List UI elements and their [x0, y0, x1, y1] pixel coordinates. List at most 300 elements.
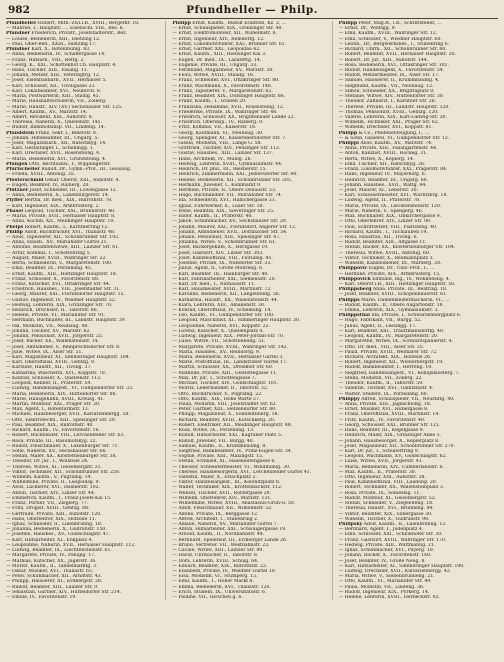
entry-details: — Therese, Witwe, XI., Geiselbergstr. 21. — [6, 464, 103, 470]
entry-details: — Helene, Lehrerin, XVIII., Herbeckstr. 92. — [338, 595, 440, 601]
entry-details: — Richard, Uhrm., XII., Schönbrunner Str. 80. — [338, 47, 447, 53]
entry-details: — Gisela, Modistin, VIII., Lange G. 58. — [172, 141, 262, 147]
entry-details: — Friedrich, Schlosser, XX., Brigittenauer Lände 22. — [172, 114, 295, 120]
entry-details: — Karl, Hilfsarbeiter, XI., Enkplatz 4. — [6, 537, 93, 543]
entry-details: — Josef, Beamter, XVIII., Schopenhauerstr. 61. — [338, 292, 448, 298]
entry-surname: Phasel — [6, 208, 24, 214]
entry-surname: Philipps — [338, 297, 360, 303]
entry-details: — Antonie, Beamtenwitwe, XIII., Lainzer Str. 61. — [6, 245, 120, 251]
entry-details: — Anton, Kanzlist, XVIII., Hockeg. 31. — [338, 151, 428, 157]
entry-details: — Wilhelm, Tischler, X., Gudrunstr. 98. — [338, 516, 430, 522]
entry-details: — Irene, Beamtin, XIX., Sieveringer Str. 25. — [172, 208, 275, 214]
entry-details: — Johann, Hausbes., XVII., Wattg. 44. — [338, 182, 427, 188]
entry-details: — Martin, Schlosser, XX., Dresdner Str. 60. — [172, 365, 274, 371]
entry-details: — Leopold, Kellner, II., Praterstr. 54. — [6, 381, 92, 387]
entry-details: — Friederike, Private, IX., Währinger Str. 48. — [172, 109, 278, 115]
entry-details: — Josefine, Private, IX., Nußdorfer Str. 33. — [172, 261, 272, 267]
entry-surname: Pfurtscheller — [6, 167, 40, 173]
entry-details: — Hermann, Juwelier, I., Kohlmarkt 9. — [172, 182, 262, 188]
entry-details: — Valerie, Lehrerin, XIX., Karl-Ludwig-Str. 30. — [338, 114, 447, 120]
entry-details: — Philipp, Hausierer, III., Erdbergstr. 28. — [6, 579, 103, 585]
entry-details: — Rosa, Private, IX., Sobieskig. 11. — [338, 490, 421, 496]
entry-details: — David, Uhrmacher, II., Taborstr. 8. — [172, 553, 259, 559]
entry-details: — Leopoldine, Näherin, XVI., Koppstr. 22. — [172, 323, 270, 329]
entry-details: — Walter, Techniker, XIX., Krottenbachstr. 112. — [172, 485, 283, 491]
entry-details: — Rudolf, Ingenieur, XIX., Pyrkerg. 14. — [338, 589, 430, 595]
entry-details: — Anna, Private, XIII., Jagdschloßg. 18. — [338, 401, 432, 407]
entry-details: — Paul, Beamter, XIX., Billrothstr. 40. — [6, 422, 94, 428]
entry-details: — Hans, Ingenieur, IV., Mayerhofg. 6. — [338, 172, 427, 178]
entry-details: — Franz, Schneider, XVI., Ottakringer Str. 80. — [172, 78, 280, 84]
entry-details: — Maria, Bedienerin, XVII., Hernalser Gürtel 3. — [172, 355, 284, 360]
entry-details: — Berta, Schneiderin, V., Margaretenstr. 100. — [6, 261, 113, 267]
entry-details: — Therese, Private, III., Landstr. Hauptstr. 120. — [338, 104, 450, 110]
entry-details: — Marie, Hausfr., XIV. (XV.) Sechshauser Str. 125. — [6, 104, 123, 110]
entry-details: — Georg, Spengler, XI., Kaiserebersdorfer Str. 7. — [172, 135, 287, 141]
entry-details: — Stefan, Schmied, XI., Hasenleitengasse 6. — [172, 459, 276, 465]
entry-details: — Pauline, VII., Hirschen g. 6. — [172, 595, 243, 601]
entry-details: — Friedrich, Oberinsp., IV., Rainerg. 9. — [172, 120, 264, 126]
entry-details: — Helene, Private, VI., Mariahilfer Str. 91. — [6, 313, 106, 319]
page-title: Pfundheller — Philp. — [186, 4, 318, 16]
entry-details: — Hedwig, Private, XIII., Wattmanng. 21. — [338, 542, 436, 548]
entry-details: — Rudolf, Handelsagent, X., Favoritenstr. 54. — [338, 67, 445, 73]
entry-details: — Rudolf, Beamter, XIII., Altgasse 11. — [338, 240, 427, 246]
entry-surname: Pfusterschmid — [6, 177, 44, 183]
entry-details: Karl, X., Rotenmühlg. 83. — [30, 47, 91, 53]
entry-details: — Josefine, Hausbes., XV., Goldschlagstr. 47. — [6, 532, 111, 538]
entry-details: Eugen, Dr., Univ.-Prof., I., ... — [367, 266, 435, 272]
entry-details: — Robert, Dr. jur., XIII., Auhofstr. 144. — [338, 57, 429, 63]
entry-details: — Georg, K., XXI., Schottenhof Ch. Hauptstr. 4. — [6, 62, 117, 68]
entry-details: Ernst, Kaufm., Rudolf Eckstein, Kz. 2, ... — [190, 21, 287, 26]
entry-details: — Karl, Gestaltalger, I., Schellingg. 1. — [6, 146, 95, 152]
entry-details: — Otto, Oberlehrer, XIV., Linzer Str. 90. — [338, 219, 432, 225]
entry-details: — Anton, Tischler, XIV., Linzer Str. 44. — [6, 490, 96, 496]
entry-details: — Isidor, Kaufm., II., Praterstr. 40. — [172, 214, 253, 220]
entry-details: — Luise, Witwe, XVII., Jörgerstr. 41. — [338, 459, 424, 465]
entry-details: — Paul, Kanzleioffizial, VIII., Laudong. 20. — [338, 480, 438, 486]
entry-details: — Eugenie, Private, III., Ungarg. 33. — [172, 62, 258, 68]
entry-details: — Hugo, Buchhändler, VII., Mariahilfer Str. 74. — [172, 193, 283, 199]
entry-details: — Franz, Oberoffizial, XVIII., Martinstr. 14. — [338, 412, 440, 418]
entry-details: — Rudolf, Bahnhofsinsp. VII., Lindeng. 14. — [6, 125, 106, 131]
entry-details: — Ernst, Lokomotivführer, XXI., Brünner Str. 61. — [172, 41, 287, 47]
entry-surname: Pfyffer — [6, 198, 24, 204]
entry-details: — Peter, Schuhmacher, XII., Arndtstr. 43. — [6, 574, 103, 580]
entry-details: — Hedwig, Lehrerin, XVIII., Gymnasiumstr. 44. — [172, 161, 283, 167]
entry-details: — Wilhelm, Kanzleidiener, III., Marxerg. 28. — [338, 261, 442, 267]
entry-details: — Louise, Bedienerin, XIII., Hietzing 12. — [6, 36, 101, 42]
entry-surname: Pfundstein — [6, 130, 35, 136]
entry-details: — Peter, Gärtner, XIII., Hetzendorfer Str. 80. — [172, 407, 277, 413]
entry-details: — Georg, Schlosser, XXI., Brünner Str. 121. — [338, 422, 441, 428]
entry-details: — Klara, Lehrerin, XIII., Amalienstr. 30. — [172, 302, 266, 308]
entry-details: — Emil, Beamter, IX., Porzellang. 45. — [6, 266, 93, 272]
directory-column-1 — [6, 21, 166, 600]
entry-surname: Philipp — [338, 21, 358, 26]
entry-details: — Konrad, Oberoffizial, IV., Schelleing. 14. — [172, 308, 272, 314]
entry-details: — Karl, Beamter, XIII., Trauttmansdorffg. 40. — [338, 328, 445, 334]
entry-details: — Franz, Portier, VII., Zieglerg. 77. — [6, 501, 89, 507]
entry-details: — Rudolf, Juwelier, VII., Burgg. 40. — [172, 438, 255, 444]
entry-details: — Johann, Amtsdiener, XVII., Dornbacher Str. 54. — [172, 229, 288, 235]
entry-details: — Rudolf, Hilfsarbeiter, XXI., Kagraner Platz 5. — [172, 433, 283, 439]
entry-details: — Josef, Maurer, XI., Leberstr. 30. — [338, 188, 418, 193]
entry-details: — Ludwig, Drechsler, XVII., Kalvarienbergg. 42. — [338, 568, 452, 574]
entry-details: — Johann, Maurer, XXI., Floridsdorf, Angerer Str. 12. — [172, 224, 297, 230]
entry-surname: Pfundner — [6, 47, 31, 53]
entry-details: — Josef, Magazineur, XII., Schönbrunner Str. 270. — [338, 443, 456, 449]
entry-details: — Karl, Schlosser, XII., Tivoligasse 23. — [6, 83, 96, 89]
entry-details: — Maria, Postwärterin, XIII., Stadlg. 45. — [6, 94, 101, 100]
entry-details: — Anna, Bedienerin, X., Laxenburgerstr. 14. — [6, 193, 110, 199]
entry-surname: Pfungen — [6, 161, 28, 167]
entry-details: — Karl, Drechsler, XVII., Rosensteing. 4. — [6, 151, 101, 157]
entry-details: — Heinrich, Maler, XIX., Grinzinger Allee 5. — [338, 433, 441, 439]
entry-details: — Josef, Eisenbahnarb., XVII., Hernalser 5. — [6, 78, 107, 84]
entry-details: — Richard, Architekt, XIX., Hofzeile 26. — [338, 355, 432, 360]
entry-details: — Maria, Bedienerin, XIV., Hütteldorfer Str. 86. — [6, 391, 117, 397]
entry-details: — Otto, Dr. med., VIII., Alser Str. 35. — [338, 344, 425, 350]
entry-details: — Rosa, Witwe, IX., Porzellang. 13. — [172, 428, 255, 434]
entry-details: — Maria, Witwe, V., Siebenbrunneng. 21. — [338, 574, 435, 580]
entry-details: — Robert, Beamter, XVII., Hernalser Hauptstr. 30. — [338, 52, 456, 58]
entry-details: Adolf, Buchdrucker, XVI., Thaliastr. 48. — [23, 229, 116, 235]
entry-details: — Heinrich, Dr. phil., III., Reisnerstr. 15. — [172, 167, 267, 173]
directory-column-3 — [339, 21, 498, 600]
directory-entry — [172, 595, 329, 600]
entry-details: Rudolf, Dr., Gymn.-Prof., III., Geusaug. — [39, 167, 132, 173]
entry-details: — Josef, Bäckergehilfe, X., Herzgasse 19. — [172, 245, 269, 251]
entry-details: — Robert, Elektriker, XII., Meidlinger Hauptstr. 48. — [172, 422, 293, 428]
entry-details: — Michael, Tischler, XIV., Goldschlagstr. 101. — [172, 381, 279, 387]
entry-details: — Ferdinand, Magazineur, XV., Märzstr. 30. — [172, 67, 274, 73]
entry-details: — Johanna, Bedienerin, X., Gudrunstr. 150. — [6, 527, 107, 533]
entry-details: — Siegfried, Handelsangest., VI., Königsklosterg. 7. — [338, 370, 460, 376]
entry-details: — Franz, Gastwirt, XVIII., Währinger Str. 170. — [338, 537, 447, 543]
entry-details: — Emil, Tischler, XII., Ratschkyg. 26. — [338, 161, 426, 167]
entry-details: — Marie, Näherin, V., Spengerg. 46. — [338, 208, 424, 214]
entry-details: — Karl, Ingenieur, XIX., Armbrusterg. 2. — [6, 203, 101, 209]
entry-details: — Eugen, Dr. med., IX., Lazarettg. 14. — [172, 57, 262, 63]
entry-details: — Franz, Kutscher, XVI., Ottakringer Str. 44. — [6, 281, 111, 287]
entry-details: — Anna, Hausb., XV., Mariahilfer Gürtel 21. — [6, 240, 108, 246]
entry-details: — Ida, Modistin, VII., Neubaug. 48. — [6, 323, 89, 329]
entry-details: — Ludwig, Agent, II., Praterstr. 78. — [338, 198, 421, 204]
entry-details: — Eduard, Beamter, XIX., Billrothstr. 22. — [172, 563, 268, 569]
entry-details: — Max, Dr. jur., I., Schottengasse 7. — [172, 375, 257, 381]
entry-details: — Margarethe, Witwe, IX., Schwarzspanierstr. 4. — [338, 339, 453, 345]
entry-details: — Emil, Schlosser, XXI., Schloßhofer Str. 30. — [338, 532, 443, 538]
entry-details: — Ernst, Musiker, XVI., Hubergasse 8. — [338, 407, 429, 413]
entry-details: — Paul, Schriftsetzer, VIII., Piaristeng. 40. — [338, 224, 438, 230]
entry-surname: Pfundheller — [6, 21, 37, 26]
entry-details: — Karoline, Bedienerin, XII., Längenfeldg. 56. — [172, 292, 281, 298]
entry-details: — Ernst, Gärtner, XXI., Leopoldau 42. — [172, 47, 261, 53]
entry-details: — Karl, Hausmeister, XVIII., Martinstr. 72. — [172, 287, 272, 293]
entry-details: — Ernst, Kaufm., XIII., Hietzinger Hauptstr. 18. — [6, 271, 118, 277]
entry-details: — Ludwig, Ingenieur, XIX., Peter-Jordan-Str. 70. — [172, 334, 285, 340]
entry-details: — Flora, Witwe, XVIII., Staudg. 16. — [172, 73, 255, 79]
entry-details: — Dora, Lehrerin, XVIII., Schulg. 64. — [172, 558, 259, 564]
entry-details: — Bernhard, Agent, I., Judenplatz 4. — [338, 527, 424, 533]
entry-details: — Franz, Lokomotivführer, XXI., Pragerstr. 84. — [338, 167, 448, 173]
entry-details: — Franz, Tapezierer, V., Margaretenstr. 62. — [172, 88, 273, 94]
entry-details: — Franz, Kaufm., I., Graben 20. — [172, 99, 247, 105]
entry-details: — Ignaz, Schuhmacher, XVI., Payerg. 10. — [338, 548, 435, 554]
entry-details: — Gustav, Hausbes., XIII., Lainzer Str. 137. — [172, 151, 274, 157]
entry-details: Peter, Mag.R., i.R., Schriftsteller, ... — [357, 21, 442, 26]
entry-details: — Therese, Hausbesorgerin, XVI., Lerchenfelder Gürtel 41. — [172, 469, 312, 475]
entry-details: — Franz, Beamter, XIX., Döblinger Hauptstr. 66. — [172, 94, 286, 100]
entry-details: — Robert, Ingenieur, XII., Wienerbergstr. 19. — [338, 360, 444, 366]
entry-details: — Elisabeth, Private, IV., Wiedner Gürtel 10. — [172, 568, 277, 574]
entry-details: Anna, Private, III., Beatrixg. 18. — [371, 287, 448, 293]
entry-details: — Rudolf, Kaufm., II., Obere Augartenstr. 18. — [338, 302, 444, 308]
entry-details: — Helene, Bedienerin, XII., Schönbrunner Str. 205. — [172, 177, 293, 183]
entry-details: — Siegfried, Bankbeamter, IV., Prinz-Eugen-Str. 34. — [172, 448, 293, 454]
entry-details: — Fritz, Kaufm., IV., Favoritenstr. 40. — [338, 417, 426, 423]
entry-details: — Leopoldine, Näherin, XVII., Hernalser Hauptstr. 112. — [6, 542, 136, 548]
entry-details: — Heinrich, Beamter, III., Ungarg. 60. — [338, 177, 429, 183]
entry-details: — Gottfried, Tischler, XIV., Penzinger Str. 112. — [172, 146, 281, 152]
entry-details: — Stefan, Bäcker, XX., Klosterneuburger Str. 104. — [338, 245, 456, 251]
entry-details: — Stefan, Schneider, V., Ziegelofeng. 18. — [338, 501, 434, 507]
entry-details: — Margarete, Private, IV., Paniglg. 17. — [6, 553, 96, 559]
entry-details: — Karl, Hilfsarbeiter, XI., Simmeringer Hauptstr. 190. — [338, 563, 465, 569]
entry-details: — Wilhelmine, Witwe, XVIII., Anastasius-Grün-G. 50. — [172, 501, 296, 507]
entry-details: — Franz, Hilfsarb., VIII., Bettg. 2. — [6, 57, 85, 63]
entry-details: — Moritz, Lederhändler, II., Taborstr. 32. — [172, 386, 269, 392]
entry-details: — Theresia, Näherin, X., Quellenstr. 145. — [6, 120, 102, 126]
entry-details: — Karl, Magazineur, XI., Simmeringer Hauptstr. 104. — [6, 355, 131, 360]
entry-details: — Anna, Bedienerin, IV., Schäffergasse 14. — [6, 52, 106, 58]
entry-details: — Josef, Amtsdiener, V., Reinprechtsdorfer Str. 8. — [6, 344, 121, 350]
entry-surname: Philippi — [338, 141, 359, 147]
entry-details: — Otto, Kaufm., XIX., Hohe Warte 27. — [172, 396, 261, 402]
entry-surname: Pfützner — [6, 188, 29, 193]
entry-details: — Josef, Kanzleioffizial, VIII., Florianig. 45. — [172, 255, 273, 261]
entry-details: — Leopold, Maschinist, XI., Simmeringer Hauptstr. 30. — [172, 318, 301, 324]
entry-details: — Johann, Metzer, XIII., Veteringtrg. 12. — [6, 73, 101, 79]
entry-details: — Ernst, Elektromonteur, XII., Wilhelmstr. 8. — [172, 31, 277, 37]
entry-details: — Alois, Lackierer, XVI., Hasnerstr. 102. — [6, 485, 101, 491]
entry-details: — Hugo, Fabrikant, VII., Burgg. 52. — [338, 318, 422, 324]
entry-details: — Gustav, Ingenieur, IV., Wiedner Hauptstr. 52. — [6, 297, 117, 303]
entry-details: — Johann, Tischler, XV., Märzstr. 62. — [6, 328, 91, 334]
entry-details: — Wilhelmine, Private, II., Leopoldsg. 9. — [6, 480, 101, 486]
entry-details: — Sebastian, Gärtner, XIV., Hütteldorfer Str. 214. — [6, 589, 122, 595]
entry-details: — Siegmund, Kaufm., VII., Neubaug. 12. — [338, 83, 434, 89]
entry-details: — Frieda, XVIII., Antonig. 35. — [6, 172, 76, 178]
entry-details: — Anna, Private, XIII., Fasangartenstr. 44. — [338, 146, 438, 152]
entry-details: — Heinrich, Zimmermann, XXI., Jedlersdorfer Str. 90. — [172, 172, 298, 178]
entry-details: — Josef, Gastwirt, XIV., Linzer Str. 303. — [172, 250, 264, 256]
directory-entry — [339, 595, 496, 600]
entry-surname: Philippović — [338, 266, 368, 272]
entry-details: — Wilhelm, Drechsler, XVI., Koppstr. 81. — [338, 125, 433, 131]
entry-details: — Hermann, Buchhalter, III., Landstr. Hauptstr. 39. — [6, 318, 127, 324]
entry-surname: Philippy — [338, 396, 360, 402]
entry-details: — Anna, Köchin, XII., Meidlinger Hauptstr. 10. — [6, 219, 115, 225]
entry-details: — Samuel, Hausierer, II., Krummbaumg. 4. — [338, 78, 440, 84]
entry-details: — Lorenz, Kutscher, X., Quellenplatz 4. — [172, 328, 264, 334]
entry-details: — Georg, Kaufmann, VI., Neubaug. 30. — [172, 130, 264, 136]
entry-details: — Ludwig, Handelsangest., VI., Gumpendorfer Str. 33. — [6, 386, 134, 392]
entry-details: — Simon, Schneider, XX., Brigittaplatz 8. — [338, 88, 435, 94]
entry-details: — Sofie, Näherin, XV., Sechshauser Str. 66. — [6, 448, 107, 454]
entry-details: — Cäcilie, Witwe, XIII., Lainzer Str. 90. — [172, 548, 264, 554]
entry-details: — Richard, Kaufm., IV., Favoritenstr. 16. — [6, 428, 100, 434]
entry-details: — Maria, Hausbes., XV., Reindorfg. 9. — [172, 349, 261, 355]
entry-details: — Arnold, Kaufm., II., Nordbahnstr. 44. — [172, 532, 265, 538]
entry-details: — Hermine, Private, XIX., Armbrusterg. 15. — [338, 271, 441, 277]
entry-details: — Ernst, Kaufm., XIII., Hietzinger Kai 3. — [172, 52, 267, 58]
entry-details: — Philipp, Magazineur, X., Sonnleithnerg. 18. — [172, 412, 279, 418]
entry-details: Marie, Damenkleidermacherin, VI., ... — [359, 297, 450, 303]
entry-details: — Karoline, Hausfr., XII., Tivolig. 37. — [6, 365, 92, 371]
entry-details: — Eugen, Beamter, IV., Rainerg. 20. — [6, 182, 90, 188]
entry-details: Friederich, Privatr., Josefstädterstr., Bez. — [30, 31, 128, 37]
entry-details: — Rudolf, Monteur, XI., Geiselbergstr. 52. — [338, 495, 437, 501]
entry-details: — Artur, Kommis, I., Schottenring 5. — [6, 250, 91, 256]
entry-details: — Leopold, Kaufm., IV., Margaretenstr. 20. — [338, 334, 439, 340]
entry-details: — Fritz, Kommis, VII., Kaiserstr. 18. — [172, 125, 257, 131]
entry-details: — Albert, Revident, XIII., Auhofstr. 8. — [6, 114, 94, 120]
entry-details: — Theresia, Witwe, XVIII., Antonig. 60. — [338, 250, 431, 256]
entry-details: — Emil, Kaufm., I., Hoher Markt 8. — [172, 579, 254, 585]
directory-column-2 — [172, 21, 332, 600]
entry-surname: Philippsberg — [338, 287, 372, 293]
entry-details: — Anton, Hilfsarbeiter, XXI., Schwaigergasse 19. — [172, 527, 287, 533]
entry-details: — Valentin, Tischler, XVI., Gallitzinstr. 4. — [338, 386, 434, 392]
entry-details: — Viktor, Beamter, XIX., Silbergasse 30. — [338, 511, 433, 517]
entry-details: — Karl, Beamter, III., Hainburger Str. 40. — [172, 271, 269, 277]
entry-details: — Johann, Hausbesorger, X., Keplerplatz 8. — [338, 438, 440, 444]
entry-details: — Karl, Dr. med., I., Rathausstr. 11. — [172, 281, 256, 287]
entry-details: — Emma, Lehrerin, XIX., Gymnasiumstr. 3. — [338, 308, 440, 314]
entry-details: Robert, Kaufm., I., Kärntnerring 12. — [23, 224, 109, 230]
entry-details: Franz, Sekr. I., Biberstr. 8. — [34, 130, 98, 136]
entry-details: — Rosa, Private, III., Rasumofskyg. 22. — [6, 438, 98, 444]
entry-details: — Rudolf, Metzermeister, IX., Alser Str. 17. — [338, 73, 440, 79]
entry-details: — Leo, Kaufm., VI., Gumpendorfer Str. 100. — [172, 313, 275, 319]
entry-details: — Paul, Ober-Bed., XXIII., Hietzing 17. — [6, 41, 97, 47]
entry-details: — Albine, Private, IX., Berggasse 12. — [172, 511, 259, 517]
entry-details: & Co., Pfeifenerzeugung, I., ... — [357, 130, 430, 136]
entry-details: — Alfred, Architekt, I., Stubenring 2. — [172, 516, 259, 522]
entry-details: — Max, Buchhalter, XIX., Obkirchergasse 9. — [338, 214, 442, 220]
entry-details: Ida, Private, I., Schwarzenbergplatz 6. — [369, 313, 462, 319]
entry-details: — Elsa, Modistin, VI., Stumperg. 15. — [172, 574, 258, 580]
entry-details: — Emil, Schlosser, V., Wiedner Hauptstr. 60. — [338, 36, 442, 42]
entry-details: — Hans, Architekt, IV., Mühlg. 26. — [172, 156, 252, 162]
entry-details: — Emil, Kaufm., XVIII., Währinger Str. 12. — [338, 31, 438, 37]
entry-details: — Johann, Bäcker, X., Favoritenstr. 160. — [338, 553, 432, 559]
entry-details: — Otto, Kaufm., VI., Mariahilfer Str. 49. — [338, 579, 432, 585]
entry-details: — Hermine, Private, II., Obere Donaustr. 53. — [172, 188, 277, 193]
entry-details: Josef, Schneider, III., Löwengasse 12. — [28, 188, 118, 193]
entry-details: — Bruno, Vertreter, VII., Westbahnstr. 23. — [172, 542, 270, 548]
entry-details: — Walter, Student, IX., Porzellang. 60. — [338, 391, 429, 397]
entry-details: — Paula, Modistin, VII., Lindeng. 36. — [338, 584, 425, 590]
entry-details: — Fritz, Drogist, XVIII., Gentzg. 88. — [6, 506, 90, 512]
entry-details: — Viktor, Handelsangest., III., Kolonitzplatz 8. — [172, 480, 281, 486]
entry-details: — Maria, Bedienerin, XVI., Grundsteing. 4. — [6, 156, 107, 162]
entry-details: Hubert, Mitn.-Zwl.i.R., XVIII.; Bergerkr. 10. — [36, 21, 140, 26]
entry-details: — & Sohn, Glaserei, VI., Gumpendorfer Str. 12. — [338, 135, 450, 141]
entry-details: — Theodor, Kaufm., II., Taborstr. 59. — [338, 381, 424, 387]
entry-details: — Karl, Schlossermeister, XVI., Wurlitzerg. 18. — [338, 193, 448, 199]
entry-details: — Konrad, Schlosser, X., Quellenstr. 112. — [6, 375, 102, 381]
entry-details: — Emilie, IV., Favoritenstr. 19. — [6, 595, 77, 601]
entry-details: — Ida, Schneiderin, XVI., Habichergasse 31. — [172, 198, 277, 204]
entry-details: — Marie, Postoffizial, III., Landstraßer Gürtel 17. — [172, 360, 288, 366]
entry-details: — Michael, Hausbesorger, XVII., Kalvarienbergg. 18. — [6, 412, 130, 418]
entry-details: — Margarete, Private, XVIII., Währinger Str. 142. — [172, 344, 288, 350]
entry-details: — Hedwig, Lehrerin, XIX., Grinzinger Str. 70. — [6, 302, 113, 308]
entry-details: — Albert, Kaufm., XV., Märzstr. 14. — [6, 109, 88, 115]
entry-details: — Rudolf, Fleischhauer, X., Laxenburger Str. 71. — [6, 443, 119, 449]
entry-surname: Phillip — [6, 229, 23, 235]
page-header — [6, 4, 498, 19]
entry-details: — Franz, Schlosser, X., Favoritenstr. 88. — [6, 276, 100, 282]
entry-details: — Luise, Witwe, VII., Schottenfeldg. 51. — [172, 339, 266, 345]
entry-details: — Josef, Magazinsarb., XII., Ratschkyg. 14. — [6, 141, 107, 147]
entry-surname: Phelps — [6, 224, 24, 230]
entry-details: — Leopold, Wachmann, XV., Goldschlagstr. 62. — [338, 454, 447, 460]
entry-details: — Samuel, Kaufm., II., Krummbaumg. 8. — [172, 443, 267, 449]
entry-details: — Stefanie, Witwe, XIV., Hütteldorfer Str. 30. — [338, 94, 445, 100]
entry-details: — Karl, Oberoffizial, XVIII., Gentzg. 9. — [6, 360, 96, 366]
entry-details: — Maria, Private, XVII., Hernalser Hauptstr. 8. — [6, 214, 116, 220]
entry-details: — Robert, Techniker, XX., Wallensteinplatz 3. — [338, 485, 445, 491]
entry-details: — Alois, Tapezierer, XII., Schönbrunner Str. 192. — [6, 234, 120, 240]
entry-details: — Maria, Bedienerin, XIV., Cumberlandstr. 6. — [338, 464, 444, 470]
entry-details: — Hans, Beamter, III., Kegelgasse 9. — [338, 428, 424, 434]
entry-details: — Wilhelm, Kaufm., V., Pilgramg. 14. — [6, 475, 92, 481]
entry-details: — Sophie, Private, XIII., Maxingstr. 15. — [172, 454, 264, 460]
entry-details: — Ignaz, Fuhrwerker, X., Laaer Str. 18. — [172, 203, 264, 209]
entry-details: — Mathilde, Private, XIII., Gloriettegasse 11. — [172, 370, 278, 376]
entry-details: — Ernst, Ingenieur, XIV., Reindorfg. 12. — [172, 36, 265, 42]
entry-details: — Emmerich, Kaufm., I., Franz-Josefs-Kai 15. — [6, 495, 112, 501]
entry-surname: Philipp — [172, 21, 191, 26]
entry-details: — Gertrude, Private, XIII., Auhofstr. 120. — [6, 511, 102, 517]
entry-details: Oskar, Oberst, XIII., Auhofstr. 4. — [43, 177, 120, 183]
entry-details: — Franziska, Hebamme, XVII., Rosensteing. 12. — [172, 104, 285, 110]
entry-details: — Amalie, Näherin, XV., Mariahilfer Gürtel 7. — [172, 522, 279, 527]
entry-details: — Martin, Monteur, XXI., Prager Str. 20. — [6, 401, 101, 407]
entry-details: Edmund, Ing., IV., Wohllebeng. 4. — [370, 276, 451, 282]
entry-surname: Philippsthal — [338, 313, 370, 319]
entry-details: Leopold, Tischler, XXI., Brünnerstr. 40. — [23, 208, 116, 214]
entry-details: — Katharina, Hausfr., XX., Wallensteinstr. 44. — [172, 297, 279, 303]
entry-details: — Viktor, Techniker, XII., Schönbrunner Str. 250. — [6, 469, 121, 475]
entry-details: — Julius, Agent, II., Große Mohreng. 6. — [172, 266, 264, 272]
entry-details: — Bernhard, Spediteur, III., Erdberger Lände 26. — [172, 537, 288, 543]
entry-details: — Rosa, Bedienerin, XVI., Ottakringer Str. 101. — [338, 62, 449, 68]
entry-details: — Maria, Private, IX., Liechtensteinstr. 120. — [338, 203, 442, 209]
entry-details: — Ignaz, Schneider, II., Lilienbrunng. 18. — [6, 522, 103, 527]
entry-details: — Mathias, Kutscher, XX., Jägerstr. 36. — [6, 558, 97, 564]
entry-details: — Johanna, Witwe, V., Schönbrunner Str. 61. — [172, 240, 277, 246]
entry-details: Otto, Rechtsanw., I., Wipplingerstr. — [27, 161, 111, 167]
entry-details: — Heinrich, Drechsler, II., Taborstr. 66. — [6, 308, 99, 314]
entry-details: — Theodor, Schneidermeister, VI., Windmühlg. 30. — [172, 464, 291, 470]
entry-surname: Philipp — [338, 130, 358, 136]
